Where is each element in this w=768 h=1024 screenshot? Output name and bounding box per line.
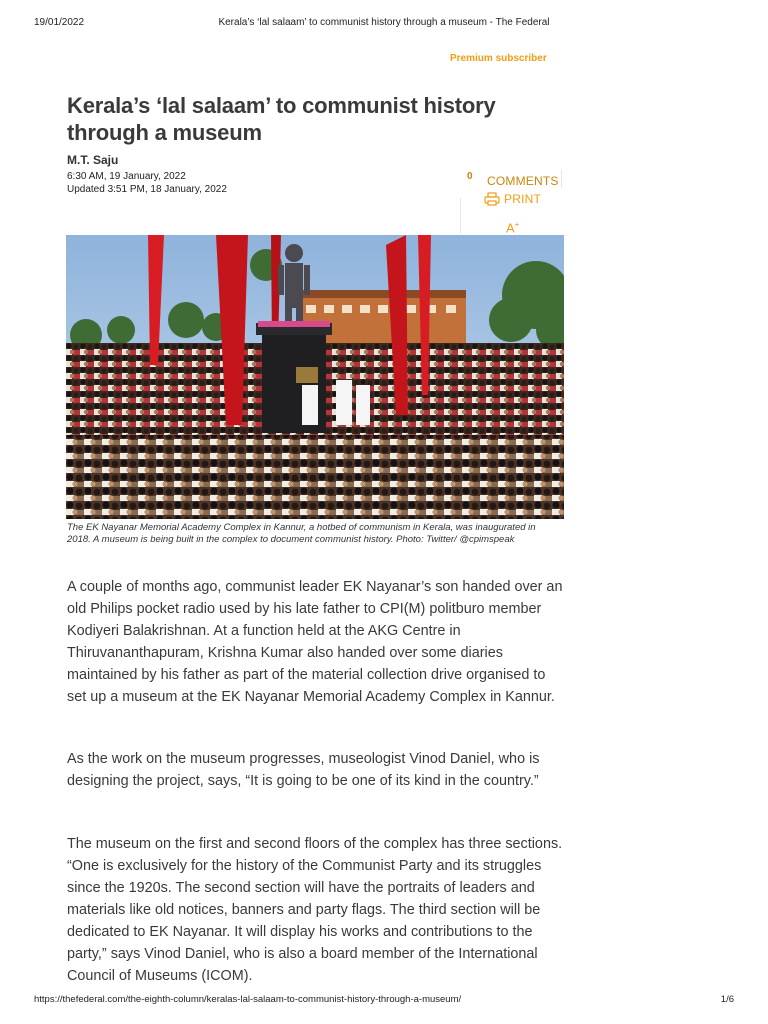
print-page-title: Kerala’s ‘lal salaam’ to communist history through a museum - The Federal [218, 17, 550, 28]
share-panel [460, 168, 564, 238]
print-date: 19/01/2022 [34, 17, 85, 28]
divider [460, 198, 461, 234]
author-name[interactable]: M.T. Saju [67, 153, 119, 167]
article-paragraph: As the work on the museum progresses, museologist Vinod Daniel, who is designing the project, says, “It is going to be one of its kind in the country.” [67, 751, 540, 789]
photo-illustration [66, 235, 564, 519]
article-headline: Kerala’s ‘lal salaam’ to communist history through a museum [67, 93, 496, 145]
photo-caption: The EK Nayanar Memorial Academy Complex in Kannur, a hotbed of communism in Kerala, was inaugurated in 2018. A museum is being built in the complex to document communist history. Photo: Twitter/ @cpimspeak [67, 522, 536, 545]
printer-icon [484, 192, 500, 206]
published-time: 6:30 AM, 19 January, 2022 [67, 171, 186, 182]
print-button[interactable] [484, 192, 541, 206]
comments-button[interactable]: COMMENTS [487, 174, 559, 188]
page-number: 1/6 [720, 994, 734, 1005]
font-size-plus: + [514, 220, 520, 229]
updated-time: Updated 3:51 PM, 18 January, 2022 [67, 184, 227, 195]
print-header [34, 17, 734, 31]
premium-subscriber-link[interactable]: Premium subscriber [450, 53, 547, 64]
comments-count[interactable]: 0 [467, 171, 473, 182]
font-size-button[interactable] [506, 220, 519, 235]
page-url: https://thefederal.com/the-eighth-column/keralas-lal-salaam-to-communist-history-through-a-museum/ [34, 994, 462, 1005]
article-paragraph: A couple of months ago, communist leader EK Nayanar’s son handed over an old Philips pocket radio used by his late father to CPI(M) politburo member Kodiyeri Balakrishnan. At a function held at the AKG Centre in Thiruvananthapuram, Krishna Kumar also handed over some diaries maintained by his father as part of the material collection drive organised to set up a museum at the EK Nayanar Memorial Academy Complex in Kannur. [67, 579, 563, 705]
article-photo [66, 235, 564, 519]
font-size-label: A [506, 220, 515, 236]
article-paragraph: The museum on the first and second floors of the complex has three sections. “One is exclusively for the history of the Communist Party and its struggles since the 1920s. The second section will have the portraits of leaders and materials like old notices, banners and party flags. The third section will be dedicated to EK Nayanar. It will display his works and contributions to the party,” says Vinod Daniel, who is also a board member of the International Council of Museums (ICOM). [67, 836, 563, 984]
print-label: PRINT [504, 192, 541, 206]
divider [561, 170, 562, 188]
